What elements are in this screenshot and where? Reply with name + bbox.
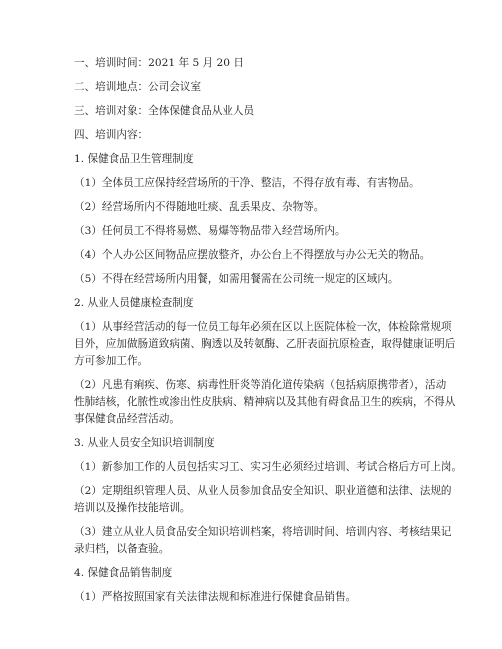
section-1-item-3: （3）任何员工不得将易燃、易爆等物品带入经营场所内。 [74, 225, 346, 237]
section-3-item-1: （1）新参加工作的人员包括实习工、实习生必须经过培训、考试合格后方可上岗。 [74, 461, 463, 473]
section-1-item-4: （4）个人办公区间物品应摆放整齐，办公台上不得摆放与办公无关的物品。 [74, 249, 431, 261]
section-2-item-1-line-3: 方可参加工作。 [74, 355, 149, 367]
section-heading-2: 2. 从业人员健康检查制度 [74, 297, 194, 309]
section-heading-1: 1. 保健食品卫生管理制度 [74, 153, 194, 165]
section-1-item-5: （5）不得在经营场所内用餐，如需用餐需在公司统一规定的区域内。 [74, 273, 399, 285]
section-3-item-3-line-1: （3）建立从业人员食品安全知识培训档案，将培训时间、培训内容、考核结果记 [74, 526, 452, 538]
section-2-item-2-line-2: 性肺结核，化脓性或渗出性皮肤病、精神病以及其他有碍食品卫生的疾病，不得从 [74, 396, 456, 408]
section-1-item-2: （2）经营场所内不得随地吐痰、乱丢果皮、杂物等。 [74, 201, 325, 213]
meeting-location-line: 二、培训地点：公司会议室 [74, 81, 202, 93]
meeting-time-line: 一、培训时间：2021 年 5 月 20 日 [74, 57, 244, 69]
section-heading-4: 4. 保健食品销售制度 [74, 567, 173, 579]
section-3-item-3-line-2: 录归档，以备查验。 [74, 543, 170, 555]
section-3-item-2-line-1: （2）定期组织管理人员、从业人员参加食品安全知识、职业道德和法律、法规的 [74, 485, 452, 497]
section-2-item-1-line-1: （1）从事经营活动的每一位员工每年必须在区以上医院体检一次，体检除常规项 [74, 321, 452, 333]
meeting-content-heading: 四、培训内容： [74, 129, 149, 141]
section-4-item-1: （1）严格按照国家有关法律法规和标准进行保健食品销售。 [74, 591, 357, 603]
section-2-item-2-line-3: 事保健食品经营活动。 [74, 413, 180, 425]
section-heading-3: 3. 从业人员安全知识培训制度 [74, 437, 215, 449]
section-1-item-1: （1）全体员工应保持经营场所的干净、整洁，不得存放有毒、有害物品。 [74, 177, 420, 189]
meeting-audience-line: 三、培训对象：全体保健食品从业人员 [74, 105, 255, 117]
section-3-item-2-line-2: 培训以及操作技能培训。 [74, 502, 191, 514]
section-2-item-2-line-1: （2）凡患有痢疾、伤寒、病毒性肝炎等消化道传染病（包括病原携带者），活动 [74, 379, 447, 391]
section-2-item-1-line-2: 目外，应加做肠道致病菌、胸透以及转氨酶、乙肝表面抗原检查，取得健康证明后 [74, 338, 456, 350]
